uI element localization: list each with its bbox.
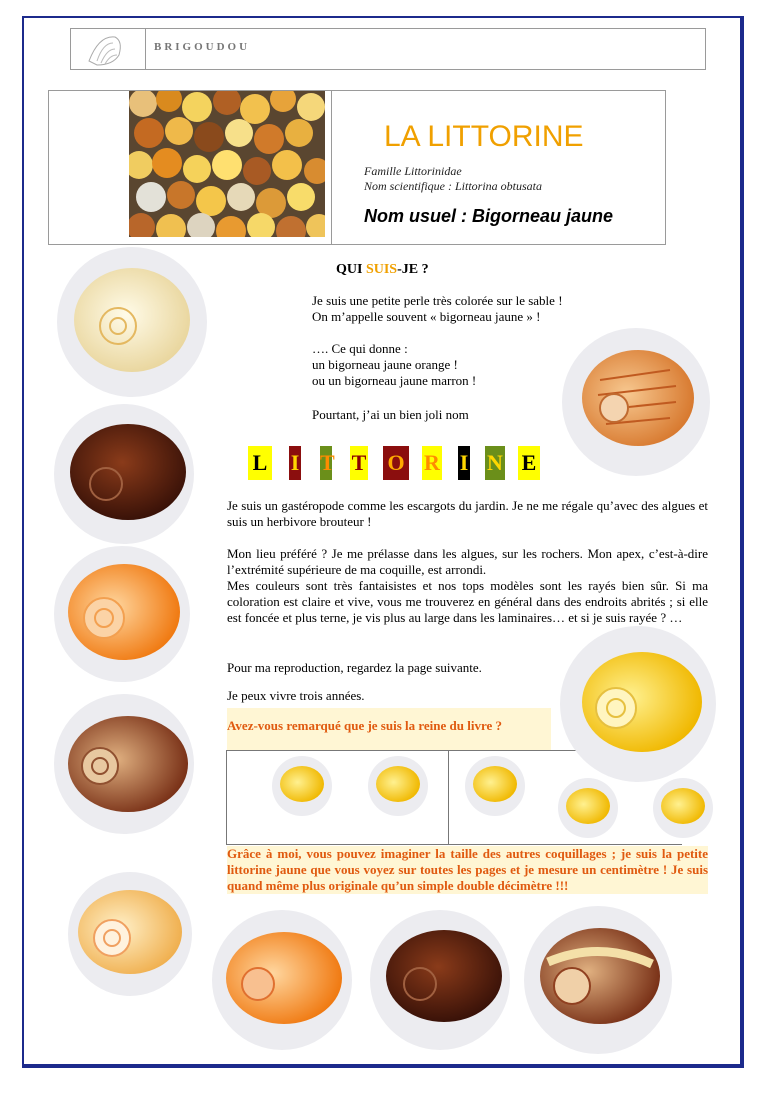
- name-letter: O: [383, 446, 409, 480]
- paragraph-lifespan: Je peux vivre trois années.: [227, 688, 365, 703]
- paragraph-colors: Mes couleurs sont très fantaisistes et nos tops modèles sont les rayés bien sûr. Si ma coloration est claire et vive, vous me trouverez en général dans des endroits abrités ; si elle est foncée et plus terne, je vis plus au large dans les laminaires… et si je suis rayée ? …: [227, 578, 708, 625]
- brand-name: BRIGOUDOU: [154, 41, 251, 53]
- name-letter: L: [248, 446, 272, 480]
- name-letter: T: [350, 446, 368, 480]
- intro-line: Pourtant, j’ai un bien joli nom: [312, 407, 469, 422]
- intro-line: …. Ce qui donne :: [312, 341, 408, 356]
- usual-name-text: Nom usuel : Bigorneau jaune: [364, 206, 614, 226]
- intro-line: ou un bigorneau jaune marron !: [312, 373, 477, 388]
- name-letter: I: [289, 446, 301, 480]
- name-letter: T: [320, 446, 332, 480]
- name-letter: E: [518, 446, 540, 480]
- shell-logo-icon: [79, 31, 139, 69]
- question-text: Avez-vous remarqué que je suis la reine du livre ?: [227, 708, 551, 750]
- closing-text: Grâce à moi, vous pouvez imaginer la taille des autres coquillages ; je suis la petite littorine jaune que vous voyez sur toutes les pages et je mesure un centimètre ! Je suis quand même plus originale qu’un simple double décimètre !!!: [227, 846, 708, 893]
- heading-part-2: SUIS: [365, 262, 398, 277]
- name-letter: I: [458, 446, 470, 480]
- heading-part-1: QUI: [336, 262, 366, 277]
- intro-line: Je suis une petite perle très colorée sur le sable !: [312, 293, 563, 308]
- family-text: Famille Littorinidae: [364, 164, 462, 178]
- intro-text: [312, 293, 563, 423]
- intro-line: un bigorneau jaune orange !: [312, 357, 458, 372]
- page-title: LA LITTORINE: [384, 120, 584, 153]
- heading-part-4: ?: [418, 262, 429, 277]
- scientific-name-text: Nom scientifique : Littorina obtusata: [364, 179, 543, 193]
- section-heading: [336, 262, 429, 278]
- ruler-table: [226, 750, 682, 845]
- intro-line: On m’appelle souvent « bigorneau jaune » !: [312, 309, 541, 324]
- paragraph-reproduction: Pour ma reproduction, regardez la page suivante.: [227, 660, 482, 675]
- name-letter: N: [485, 446, 505, 480]
- paragraph-habitat: Mon lieu préféré ? Je me prélasse dans les algues, sur les rochers. Mon apex, c’est-à-dire l’extrémité supérieure de ma coquille, est arrondi.: [227, 546, 708, 577]
- paragraph-diet: Je suis un gastéropode comme les escargots du jardin. Je ne me régale qu’avec des algues et suis un herbivore brouteur !: [227, 498, 708, 529]
- shells-pile-photo: [129, 91, 325, 237]
- name-letter: R: [422, 446, 442, 480]
- heading-part-3: -JE: [397, 262, 419, 277]
